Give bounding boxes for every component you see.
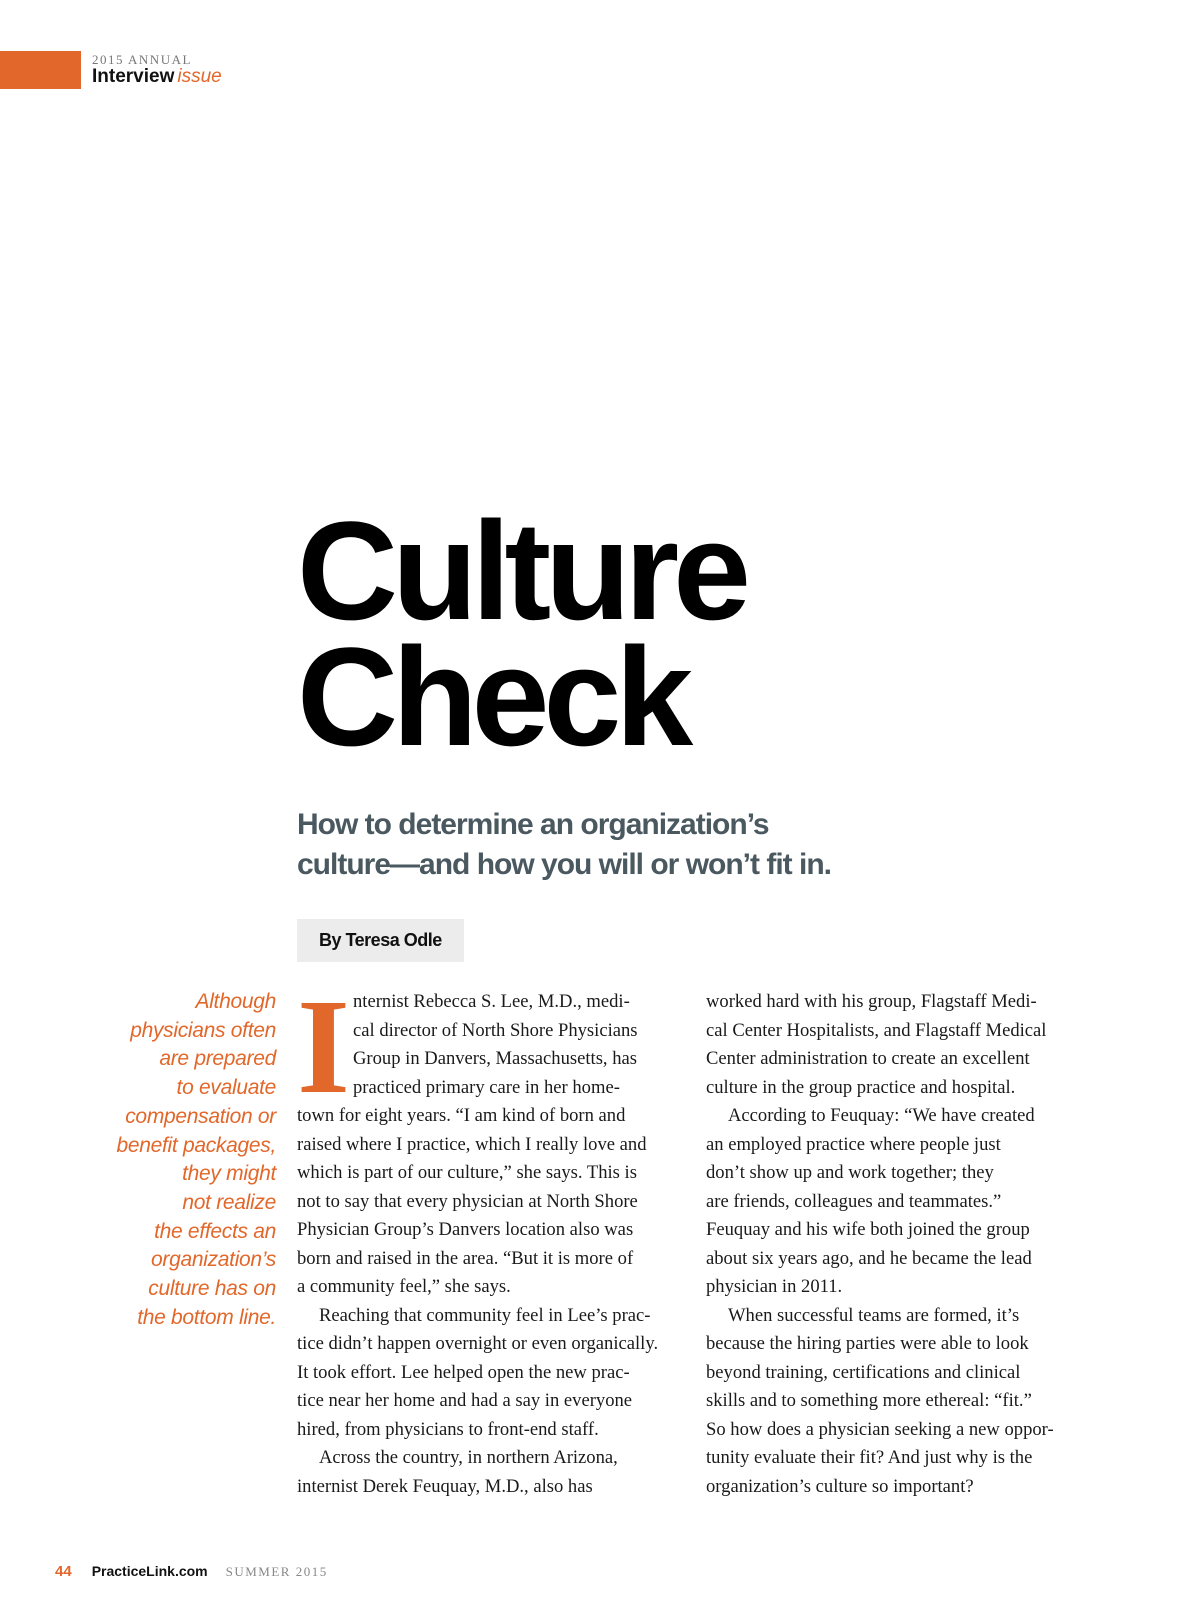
pull-quote-line: compensation or [125,1104,276,1128]
body-line: Physician Group’s Danvers location also was [297,1219,634,1240]
body-line: don’t show up and work together; they [706,1162,994,1183]
body-line: hired, from physicians to front-end staff. [297,1418,599,1440]
pull-quote-line: physicians often [130,1018,276,1042]
pull-quote-line: are prepared [159,1047,276,1071]
article-headline [297,492,745,775]
body-line: about six years ago, and he became the lead [706,1247,1032,1269]
footer-site-link[interactable]: PracticeLink.com [91,1563,208,1579]
body-line: an employed practice where people just [706,1133,1001,1155]
body-line: nternist Rebecca S. Lee, M.D., medi- [353,991,630,1012]
body-line: According to Feuquay: “We have created [728,1105,1035,1126]
subheadline-line-1: How to determine an organization’s [297,808,769,841]
body-line: raised where I practice, which I really love and [297,1133,647,1155]
byline: By Teresa Odle [297,919,464,962]
footer-issue-date: SUMMER 2015 [225,1564,328,1579]
body-line: Center administration to create an excellent [706,1048,1030,1069]
body-line: cal director of North Shore Physicians [353,1019,638,1041]
body-line: When successful teams are formed, it’s [728,1304,1020,1326]
body-line: Feuquay and his wife both joined the group [706,1219,1030,1240]
headline-line-2: Check [297,618,688,775]
body-line: Reaching that community feel in Lee’s prac- [319,1304,651,1326]
section-color-bar [0,51,81,89]
body-line: worked hard with his group, Flagstaff Medi- [706,991,1037,1012]
drop-cap: I [297,972,350,1122]
article-subheadline [297,805,937,885]
pull-quote-line: culture has on [148,1277,276,1301]
body-line: cal Center Hospitalists, and Flagstaff Medical [706,1019,1047,1041]
pull-quote-line: the effects an [154,1219,276,1243]
section-title [92,66,222,88]
body-line: tice near her home and had a say in everyone [297,1390,633,1411]
section-year: 2015 ANNUAL [92,52,192,67]
pull-quote-line: Although [195,990,276,1013]
body-line: tunity evaluate their fit? And just why is the [706,1447,1033,1468]
body-line: town for eight years. “I am kind of born and [297,1105,626,1126]
body-line: culture in the group practice and hospital. [706,1076,1016,1098]
body-line: which is part of our culture,” she says. This is [297,1162,637,1183]
body-line: because the hiring parties were able to look [706,1333,1029,1354]
body-column-1 [297,972,689,1501]
page-footer [55,1563,328,1580]
headline-line-1: Culture [297,492,745,649]
pull-quote-line: to evaluate [176,1076,276,1100]
body-line: physician in 2011. [706,1276,843,1297]
pull-quote-line: they might [182,1162,276,1186]
body-line: Across the country, in northern Arizona, [319,1447,618,1468]
body-line: Group in Danvers, Massachusetts, has [353,1048,638,1069]
subheadline-line-2: culture—and how you will or won’t fit in. [297,848,831,881]
body-line: tice didn’t happen overnight or even organically. [297,1333,659,1354]
section-title-main: Interview [92,66,175,87]
body-line: It took effort. Lee helped open the new prac- [297,1361,630,1383]
pull-quote-line: the bottom line. [137,1305,276,1329]
body-line: not to say that every physician at North Shore [297,1190,638,1212]
section-title-accent: issue [177,66,222,87]
body-line: are friends, colleagues and teammates.” [706,1190,1002,1212]
body-line: practiced primary care in her home- [353,1076,620,1098]
pull-quote-line: benefit packages, [116,1133,276,1157]
body-line: So how does a physician seeking a new oppor- [706,1418,1054,1440]
pull-quote-line: not realize [182,1190,276,1214]
body-line: born and raised in the area. “But it is more of [297,1247,634,1269]
pull-quote [60,988,276,1332]
body-line: a community feel,” she says. [297,1276,511,1297]
body-line: beyond training, certifications and clinical [706,1361,1021,1383]
pull-quote-line: organization’s [151,1248,276,1272]
body-line: skills and to something more ethereal: “fit.” [706,1390,1032,1411]
body-line: organization’s culture so important? [706,1475,974,1497]
body-column-2 [706,988,1098,1501]
body-line: internist Derek Feuquay, M.D., also has [297,1475,593,1497]
page-number: 44 [55,1563,72,1580]
